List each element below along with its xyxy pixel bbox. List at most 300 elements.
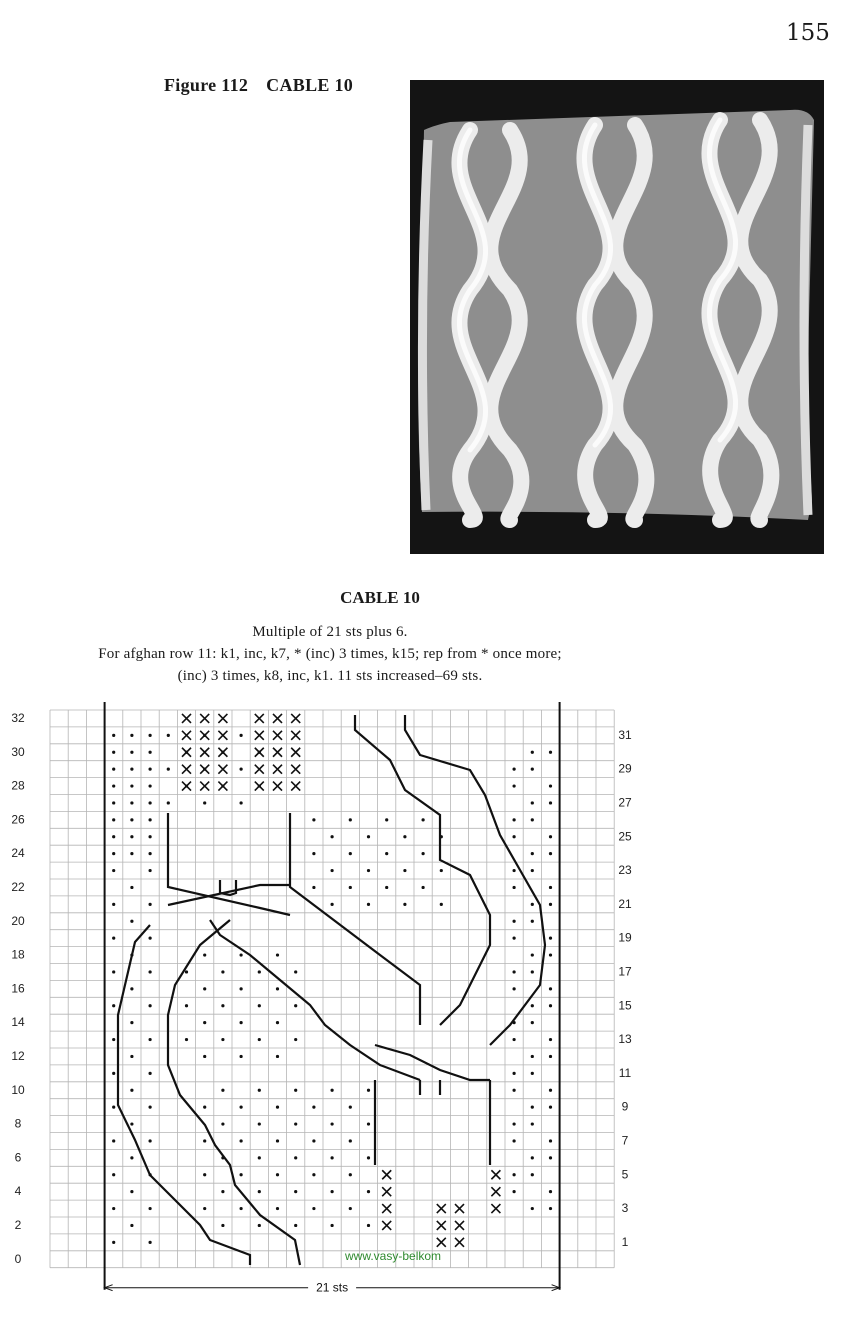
chart-grid bbox=[11, 702, 632, 1296]
purl-dot bbox=[312, 852, 315, 855]
purl-dot bbox=[258, 970, 261, 973]
cross-stitch-icon bbox=[182, 714, 191, 723]
cross-stitch-icon bbox=[218, 731, 227, 740]
purl-dot bbox=[549, 1004, 552, 1007]
cross-stitch-icon bbox=[291, 731, 300, 740]
purl-dot bbox=[531, 768, 534, 771]
purl-dot bbox=[331, 1190, 334, 1193]
width-label: 21 sts bbox=[316, 1280, 349, 1295]
purl-dot bbox=[203, 953, 206, 956]
purl-dot bbox=[149, 852, 152, 855]
purl-dot bbox=[240, 801, 243, 804]
purl-dot bbox=[240, 768, 243, 771]
row-label-right: 25 bbox=[618, 829, 632, 844]
purl-dot bbox=[258, 1224, 261, 1227]
purl-dot bbox=[531, 920, 534, 923]
purl-dot bbox=[221, 970, 224, 973]
purl-dot bbox=[149, 818, 152, 821]
row-label-right: 19 bbox=[618, 930, 632, 945]
row-label-right: 23 bbox=[618, 863, 632, 878]
purl-dot bbox=[185, 1004, 188, 1007]
purl-dot bbox=[149, 970, 152, 973]
figure-title: CABLE 10 bbox=[266, 75, 354, 95]
purl-dot bbox=[440, 903, 443, 906]
purl-dot bbox=[167, 768, 170, 771]
purl-dot bbox=[149, 1004, 152, 1007]
purl-dot bbox=[367, 1156, 370, 1159]
purl-dot bbox=[549, 987, 552, 990]
purl-dot bbox=[276, 1055, 279, 1058]
purl-dot bbox=[549, 1190, 552, 1193]
purl-dot bbox=[112, 801, 115, 804]
purl-dot bbox=[549, 852, 552, 855]
cross-stitch-icon bbox=[218, 714, 227, 723]
cross-stitch-icon bbox=[273, 731, 282, 740]
purl-dot bbox=[149, 1207, 152, 1210]
row-label-left: 30 bbox=[11, 744, 25, 759]
purl-dot bbox=[549, 1055, 552, 1058]
row-label-right: 7 bbox=[621, 1133, 629, 1148]
cross-stitch-icon bbox=[255, 748, 264, 757]
row-label-right: 15 bbox=[618, 998, 632, 1013]
purl-dot bbox=[513, 835, 516, 838]
purl-dot bbox=[531, 1072, 534, 1075]
purl-dot bbox=[349, 852, 352, 855]
purl-dot bbox=[294, 1224, 297, 1227]
purl-dot bbox=[203, 1055, 206, 1058]
purl-dot bbox=[531, 953, 534, 956]
row-label-left: 0 bbox=[14, 1251, 22, 1266]
purl-dot bbox=[258, 1004, 261, 1007]
purl-dot bbox=[349, 886, 352, 889]
purl-dot bbox=[531, 1122, 534, 1125]
row-label-left: 2 bbox=[14, 1218, 22, 1232]
purl-dot bbox=[203, 987, 206, 990]
purl-dot bbox=[549, 937, 552, 940]
instruction-line-2: For afghan row 11: k1, inc, k7, * (inc) 3 times, k15; rep from * once more; bbox=[98, 646, 562, 662]
purl-dot bbox=[331, 903, 334, 906]
purl-dot bbox=[513, 920, 516, 923]
purl-dot bbox=[185, 970, 188, 973]
purl-dot bbox=[549, 886, 552, 889]
purl-dot bbox=[112, 818, 115, 821]
purl-dot bbox=[130, 1190, 133, 1193]
purl-dot bbox=[130, 1021, 133, 1024]
knitting-chart bbox=[0, 695, 700, 1305]
purl-dot bbox=[276, 987, 279, 990]
purl-dot bbox=[276, 1173, 279, 1176]
purl-dot bbox=[203, 1207, 206, 1210]
row-label-right: 31 bbox=[618, 727, 632, 742]
purl-dot bbox=[331, 1156, 334, 1159]
page-number: 155 bbox=[786, 20, 830, 46]
purl-dot bbox=[112, 1241, 115, 1244]
purl-dot bbox=[112, 903, 115, 906]
purl-dot bbox=[294, 1089, 297, 1092]
cross-stitch-icon bbox=[255, 731, 264, 740]
purl-dot bbox=[331, 1224, 334, 1227]
purl-dot bbox=[403, 869, 406, 872]
purl-dot bbox=[149, 1106, 152, 1109]
purl-dot bbox=[130, 751, 133, 754]
cross-stitch-icon bbox=[382, 1204, 391, 1213]
purl-dot bbox=[312, 886, 315, 889]
purl-dot bbox=[130, 801, 133, 804]
purl-dot bbox=[221, 1190, 224, 1193]
watermark-text: www.vasy-belkom bbox=[345, 1249, 442, 1263]
purl-dot bbox=[531, 1055, 534, 1058]
purl-dot bbox=[221, 1038, 224, 1041]
purl-dot bbox=[513, 886, 516, 889]
purl-dot bbox=[112, 937, 115, 940]
purl-dot bbox=[149, 801, 152, 804]
row-label-left: 16 bbox=[11, 981, 25, 996]
purl-dot bbox=[258, 1190, 261, 1193]
purl-dot bbox=[240, 1139, 243, 1142]
purl-dot bbox=[513, 818, 516, 821]
purl-dot bbox=[513, 1190, 516, 1193]
purl-dot bbox=[385, 886, 388, 889]
purl-dot bbox=[331, 869, 334, 872]
purl-dot bbox=[367, 1190, 370, 1193]
purl-dot bbox=[513, 784, 516, 787]
row-label-left: 32 bbox=[11, 711, 25, 725]
row-label-left: 20 bbox=[11, 913, 25, 928]
purl-dot bbox=[294, 970, 297, 973]
purl-dot bbox=[240, 1173, 243, 1176]
purl-dot bbox=[221, 1122, 224, 1125]
purl-dot bbox=[130, 1156, 133, 1159]
cross-stitch-icon bbox=[182, 731, 191, 740]
cross-stitch-icon bbox=[455, 1221, 464, 1230]
row-label-right: 21 bbox=[618, 896, 632, 911]
cross-stitch-icon bbox=[273, 765, 282, 774]
purl-dot bbox=[422, 886, 425, 889]
purl-dot bbox=[513, 1089, 516, 1092]
purl-dot bbox=[513, 970, 516, 973]
purl-dot bbox=[130, 818, 133, 821]
purl-dot bbox=[331, 1089, 334, 1092]
cross-stitch-icon bbox=[491, 1170, 500, 1179]
figure-label: Figure 112 bbox=[164, 75, 249, 95]
purl-dot bbox=[149, 768, 152, 771]
purl-dot bbox=[240, 987, 243, 990]
cross-stitch-icon bbox=[255, 714, 264, 723]
purl-dot bbox=[112, 1106, 115, 1109]
purl-dot bbox=[149, 1072, 152, 1075]
purl-dot bbox=[294, 1004, 297, 1007]
purl-dot bbox=[312, 1106, 315, 1109]
purl-dot bbox=[149, 734, 152, 737]
purl-dot bbox=[549, 903, 552, 906]
purl-dot bbox=[149, 784, 152, 787]
purl-dot bbox=[130, 1055, 133, 1058]
figure-caption bbox=[164, 75, 353, 96]
purl-dot bbox=[112, 1139, 115, 1142]
purl-dot bbox=[149, 869, 152, 872]
purl-dot bbox=[112, 869, 115, 872]
row-label-left: 8 bbox=[14, 1116, 22, 1131]
purl-dot bbox=[130, 768, 133, 771]
purl-dot bbox=[258, 1156, 261, 1159]
purl-dot bbox=[240, 1055, 243, 1058]
purl-dot bbox=[403, 903, 406, 906]
purl-dot bbox=[112, 734, 115, 737]
purl-dot bbox=[513, 1122, 516, 1125]
row-label-left: 4 bbox=[14, 1184, 22, 1199]
purl-dot bbox=[112, 852, 115, 855]
purl-dot bbox=[203, 1139, 206, 1142]
cable-lines bbox=[118, 715, 545, 1265]
purl-dot bbox=[112, 784, 115, 787]
purl-dot bbox=[112, 1207, 115, 1210]
purl-dot bbox=[513, 987, 516, 990]
purl-dot bbox=[513, 1072, 516, 1075]
purl-dot bbox=[531, 852, 534, 855]
row-label-right: 13 bbox=[618, 1032, 632, 1047]
cross-stitch-icon bbox=[382, 1170, 391, 1179]
cross-stitch-icon bbox=[437, 1238, 446, 1247]
purl-dot bbox=[149, 1139, 152, 1142]
purl-dot bbox=[549, 1139, 552, 1142]
purl-dot bbox=[549, 1089, 552, 1092]
row-label-left: 6 bbox=[14, 1150, 22, 1165]
purl-dot bbox=[549, 784, 552, 787]
purl-dot bbox=[549, 751, 552, 754]
purl-dot bbox=[112, 1173, 115, 1176]
purl-dot bbox=[349, 1173, 352, 1176]
cross-stitch-icon bbox=[382, 1221, 391, 1230]
purl-dot bbox=[549, 1038, 552, 1041]
row-label-right: 9 bbox=[621, 1099, 629, 1114]
purl-dot bbox=[331, 1122, 334, 1125]
cross-stitch-icon bbox=[218, 782, 227, 791]
purl-dot bbox=[130, 1122, 133, 1125]
purl-dot bbox=[367, 835, 370, 838]
cross-stitch-icon bbox=[200, 748, 209, 757]
cross-stitch-icon bbox=[182, 765, 191, 774]
row-label-right: 3 bbox=[621, 1201, 629, 1216]
cross-stitch-icon bbox=[182, 782, 191, 791]
purl-dot bbox=[294, 1156, 297, 1159]
purl-dot bbox=[531, 1106, 534, 1109]
purl-dot bbox=[403, 835, 406, 838]
purl-dot bbox=[312, 1139, 315, 1142]
purl-dot bbox=[240, 1021, 243, 1024]
chart-heading: CABLE 10 bbox=[340, 588, 420, 607]
cross-stitch-icon bbox=[291, 765, 300, 774]
purl-dot bbox=[367, 869, 370, 872]
purl-dot bbox=[331, 835, 334, 838]
purl-dot bbox=[531, 869, 534, 872]
cross-stitch-icon bbox=[273, 782, 282, 791]
purl-dot bbox=[276, 953, 279, 956]
purl-dot bbox=[422, 852, 425, 855]
cross-stitch-icon bbox=[200, 731, 209, 740]
purl-dot bbox=[531, 903, 534, 906]
purl-dot bbox=[112, 768, 115, 771]
purl-dot bbox=[531, 1156, 534, 1159]
purl-dot bbox=[385, 852, 388, 855]
purl-dot bbox=[549, 835, 552, 838]
purl-dot bbox=[549, 801, 552, 804]
purl-dot bbox=[276, 1106, 279, 1109]
purl-dot bbox=[149, 751, 152, 754]
purl-dot bbox=[112, 835, 115, 838]
purl-dot bbox=[531, 801, 534, 804]
cross-stitch-icon bbox=[200, 765, 209, 774]
purl-dot bbox=[112, 1038, 115, 1041]
purl-dot bbox=[531, 1207, 534, 1210]
cross-stitch-icon bbox=[455, 1238, 464, 1247]
purl-dot bbox=[258, 1038, 261, 1041]
row-label-left: 12 bbox=[11, 1049, 25, 1063]
cross-stitch-icon bbox=[382, 1187, 391, 1196]
purl-dot bbox=[130, 886, 133, 889]
purl-dot bbox=[221, 1004, 224, 1007]
purl-dot bbox=[312, 1173, 315, 1176]
purl-dot bbox=[349, 1139, 352, 1142]
purl-dot bbox=[149, 937, 152, 940]
purl-dot bbox=[549, 953, 552, 956]
cross-stitch-icon bbox=[182, 748, 191, 757]
purl-dot bbox=[203, 801, 206, 804]
purl-dot bbox=[112, 1004, 115, 1007]
purl-dot bbox=[203, 1173, 206, 1176]
purl-dot bbox=[240, 734, 243, 737]
purl-dot bbox=[294, 1038, 297, 1041]
purl-dot bbox=[513, 1139, 516, 1142]
purl-dot bbox=[167, 801, 170, 804]
purl-dot bbox=[276, 1139, 279, 1142]
purl-dot bbox=[422, 818, 425, 821]
purl-dot bbox=[367, 1089, 370, 1092]
purl-dot bbox=[513, 937, 516, 940]
cross-stitch-icon bbox=[273, 714, 282, 723]
purl-dot bbox=[221, 1089, 224, 1092]
purl-dot bbox=[276, 1207, 279, 1210]
purl-dot bbox=[349, 1207, 352, 1210]
purl-dot bbox=[112, 751, 115, 754]
row-label-left: 28 bbox=[11, 778, 25, 793]
purl-dot bbox=[258, 1122, 261, 1125]
purl-dot bbox=[149, 1241, 152, 1244]
purl-dot bbox=[367, 903, 370, 906]
instruction-line-1: Multiple of 21 sts plus 6. bbox=[252, 624, 408, 640]
row-label-right: 17 bbox=[618, 964, 632, 979]
purl-dot bbox=[130, 1224, 133, 1227]
purl-dot bbox=[513, 1173, 516, 1176]
purl-dot bbox=[549, 1207, 552, 1210]
purl-dot bbox=[276, 1021, 279, 1024]
row-label-left: 10 bbox=[11, 1082, 25, 1097]
purl-dot bbox=[349, 1106, 352, 1109]
cross-stitch-icon bbox=[200, 782, 209, 791]
purl-dot bbox=[130, 920, 133, 923]
purl-dot bbox=[513, 1038, 516, 1041]
purl-dot bbox=[367, 1224, 370, 1227]
row-label-right: 1 bbox=[621, 1234, 629, 1249]
purl-dot bbox=[149, 835, 152, 838]
purl-dot bbox=[531, 970, 534, 973]
purl-dot bbox=[440, 869, 443, 872]
purl-dot bbox=[240, 1207, 243, 1210]
purl-dot bbox=[294, 1190, 297, 1193]
purl-dot bbox=[130, 784, 133, 787]
row-label-right: 11 bbox=[618, 1065, 632, 1080]
purl-dot bbox=[549, 1156, 552, 1159]
cross-stitch-icon bbox=[437, 1204, 446, 1213]
purl-dot bbox=[240, 1106, 243, 1109]
purl-dot bbox=[221, 1224, 224, 1227]
purl-dot bbox=[167, 734, 170, 737]
purl-dot bbox=[258, 1089, 261, 1092]
purl-dot bbox=[367, 1122, 370, 1125]
purl-dot bbox=[240, 953, 243, 956]
purl-dot bbox=[130, 835, 133, 838]
row-label-left: 24 bbox=[11, 846, 25, 861]
purl-dot bbox=[349, 818, 352, 821]
purl-dot bbox=[531, 1004, 534, 1007]
purl-dot bbox=[531, 751, 534, 754]
cross-stitch-icon bbox=[291, 748, 300, 757]
cross-stitch-icon bbox=[273, 748, 282, 757]
purl-dot bbox=[294, 1122, 297, 1125]
purl-dot bbox=[112, 970, 115, 973]
purl-dot bbox=[130, 1089, 133, 1092]
row-label-left: 14 bbox=[11, 1015, 25, 1030]
purl-dot bbox=[203, 1021, 206, 1024]
purl-dot bbox=[312, 818, 315, 821]
purl-dot bbox=[513, 869, 516, 872]
purl-dot bbox=[385, 818, 388, 821]
cross-stitch-icon bbox=[491, 1187, 500, 1196]
cross-stitch-icon bbox=[255, 782, 264, 791]
cross-stitch-icon bbox=[291, 714, 300, 723]
instruction-line-3: (inc) 3 times, k8, inc, k1. 11 sts increased–69 sts. bbox=[177, 668, 483, 684]
cross-stitch-icon bbox=[491, 1204, 500, 1213]
cross-stitch-icon bbox=[291, 782, 300, 791]
purl-dot bbox=[149, 903, 152, 906]
row-label-right: 5 bbox=[621, 1167, 629, 1182]
cross-stitch-icon bbox=[255, 765, 264, 774]
purl-dot bbox=[531, 818, 534, 821]
purl-dot bbox=[531, 1021, 534, 1024]
row-label-left: 22 bbox=[11, 880, 25, 894]
cross-stitch-icon bbox=[437, 1221, 446, 1230]
purl-dot bbox=[112, 1072, 115, 1075]
purl-dot bbox=[130, 987, 133, 990]
purl-dot bbox=[513, 768, 516, 771]
purl-dot bbox=[549, 1106, 552, 1109]
purl-dot bbox=[185, 1038, 188, 1041]
row-label-right: 27 bbox=[618, 795, 632, 810]
purl-dot bbox=[130, 852, 133, 855]
row-label-left: 26 bbox=[11, 812, 25, 827]
purl-dot bbox=[531, 1173, 534, 1176]
row-label-right: 29 bbox=[618, 761, 632, 776]
cross-stitch-icon bbox=[455, 1204, 464, 1213]
cross-stitch-icon bbox=[200, 714, 209, 723]
cross-stitch-icon bbox=[218, 765, 227, 774]
purl-dot bbox=[203, 1106, 206, 1109]
cross-stitch-icon bbox=[218, 748, 227, 757]
purl-dot bbox=[149, 1038, 152, 1041]
purl-dot bbox=[130, 734, 133, 737]
row-label-left: 18 bbox=[11, 947, 25, 962]
cable-swatch-photo bbox=[410, 80, 824, 554]
purl-dot bbox=[312, 1207, 315, 1210]
